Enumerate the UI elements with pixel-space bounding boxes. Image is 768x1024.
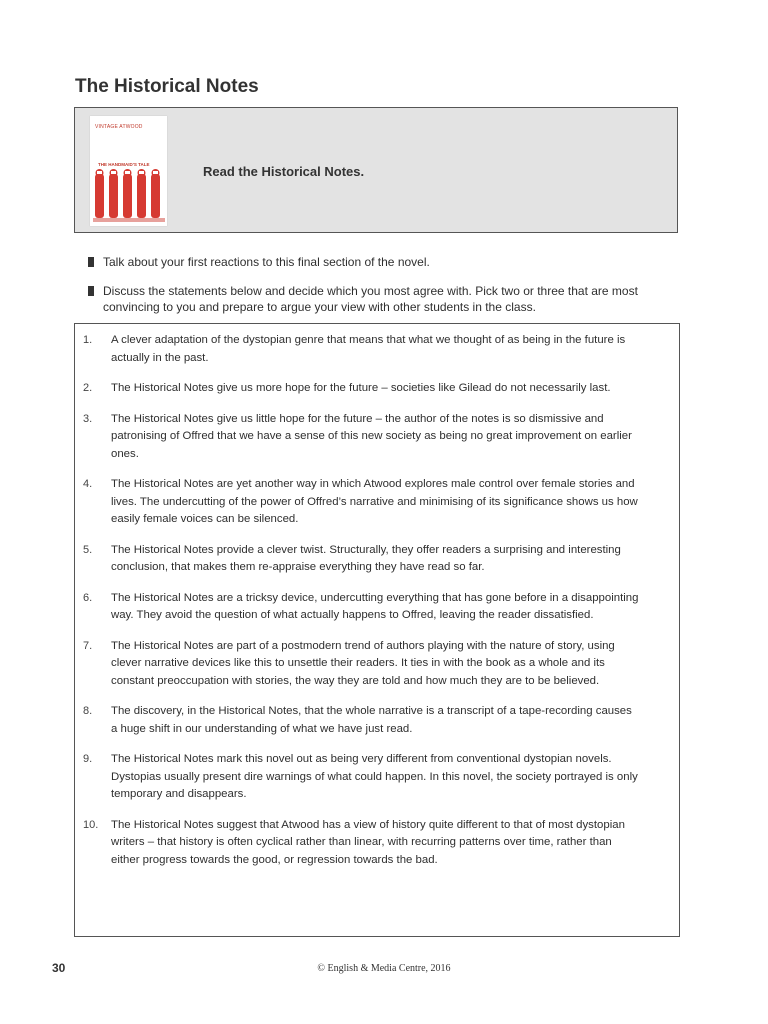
bullet-marker-icon [88, 257, 94, 267]
statement-item [75, 542, 679, 577]
statement-item [75, 380, 679, 398]
statement-number: 7. [83, 639, 93, 652]
page-title: The Historical Notes [75, 76, 259, 97]
statement-number: 9. [83, 753, 93, 765]
statement-number: 1. [83, 334, 93, 346]
statement-text: A clever adaptation of the dystopian genre that means that what we thought of as being in the future is actually in the past. [111, 334, 626, 364]
statement-number: 10. [83, 818, 99, 831]
bullet-marker-icon [88, 286, 94, 296]
statements-box [74, 323, 680, 937]
statement-text: The Historical Notes are a tricksy device, undercutting everything that has gone before in a disappointing way. They avoid the question of what actually happens to Offred, leaving the reader dissatisfied. [111, 591, 639, 621]
intro-instruction: Read the Historical Notes. [203, 164, 365, 179]
task-bullet [88, 254, 668, 270]
statement-item [75, 703, 679, 738]
cover-title: THE HANDMAID'S TALE [98, 162, 150, 167]
statement-number: 8. [83, 705, 93, 717]
statement-text: The Historical Notes mark this novel out as being very different from conventional dystopian novels. Dystopias usually present dire warnings of what could happen. In this novel, the society portrayed is only temporary and disappears. [111, 753, 638, 800]
statement-number: 3. [83, 412, 93, 425]
statement-number: 6. [83, 591, 93, 604]
statement-number: 5. [83, 543, 93, 556]
statement-item [75, 590, 679, 625]
task-bullet [88, 283, 668, 315]
statement-item [75, 817, 679, 870]
statement-text: The discovery, in the Historical Notes, that the whole narrative is a transcript of a tape-recording causes a huge shift in our understanding of what we have just read. [111, 705, 632, 735]
cover-brand: VINTAGE ATWOOD [95, 124, 143, 130]
statement-text: The Historical Notes give us more hope for the future – societies like Gilead do not necessarily last. [111, 382, 611, 394]
statement-number: 4. [83, 478, 93, 490]
task-bullet-text: Talk about your first reactions to this final section of the novel. [103, 255, 430, 269]
task-bullet-text: Discuss the statements below and decide which you most agree with. Pick two or three that are most convincing to you and prepare to argue your view with other students in the class. [103, 284, 638, 314]
page-number: 30 [52, 961, 66, 975]
statement-item [75, 751, 679, 804]
intro-box [74, 107, 678, 233]
statement-item [75, 332, 679, 367]
statement-number: 2. [83, 382, 93, 394]
statement-item [75, 476, 679, 529]
statement-text: The Historical Notes provide a clever twist. Structurally, they offer readers a surprising and interesting conclusion, that makes them re-appraise everything they have read so far. [111, 543, 621, 573]
task-bullets [88, 254, 668, 328]
statement-item [75, 411, 679, 464]
book-cover-image [90, 116, 167, 226]
statement-text: The Historical Notes are part of a postmodern trend of authors playing with the nature of story, using clever narrative devices like this to unsettle their readers. It ties in with the book as a whole and its constant preoccupation with stories, the way they are told and how much they are to be believed. [111, 639, 615, 687]
statement-text: The Historical Notes give us little hope for the future – the author of the notes is so dismissive and patronising of Offred that we have a sense of this new society as being no great improvement on earlier ones. [111, 412, 632, 460]
statement-text: The Historical Notes suggest that Atwood has a view of history quite different to that of most dystopian writers – that history is often cyclical rather than linear, with recurring patterns over time, rather than either progress towards the good, or regression towards the bad. [111, 818, 625, 866]
statement-text: The Historical Notes are yet another way in which Atwood explores male control over female stories and lives. The undercutting of the power of Offred’s narrative and minimising of its significance shows us how easily female voices can be silenced. [111, 478, 638, 525]
statements-list [75, 332, 679, 869]
handmaid-figures-illustration [93, 168, 165, 224]
copyright-notice: © English & Media Centre, 2016 [317, 963, 451, 974]
statement-item [75, 638, 679, 691]
